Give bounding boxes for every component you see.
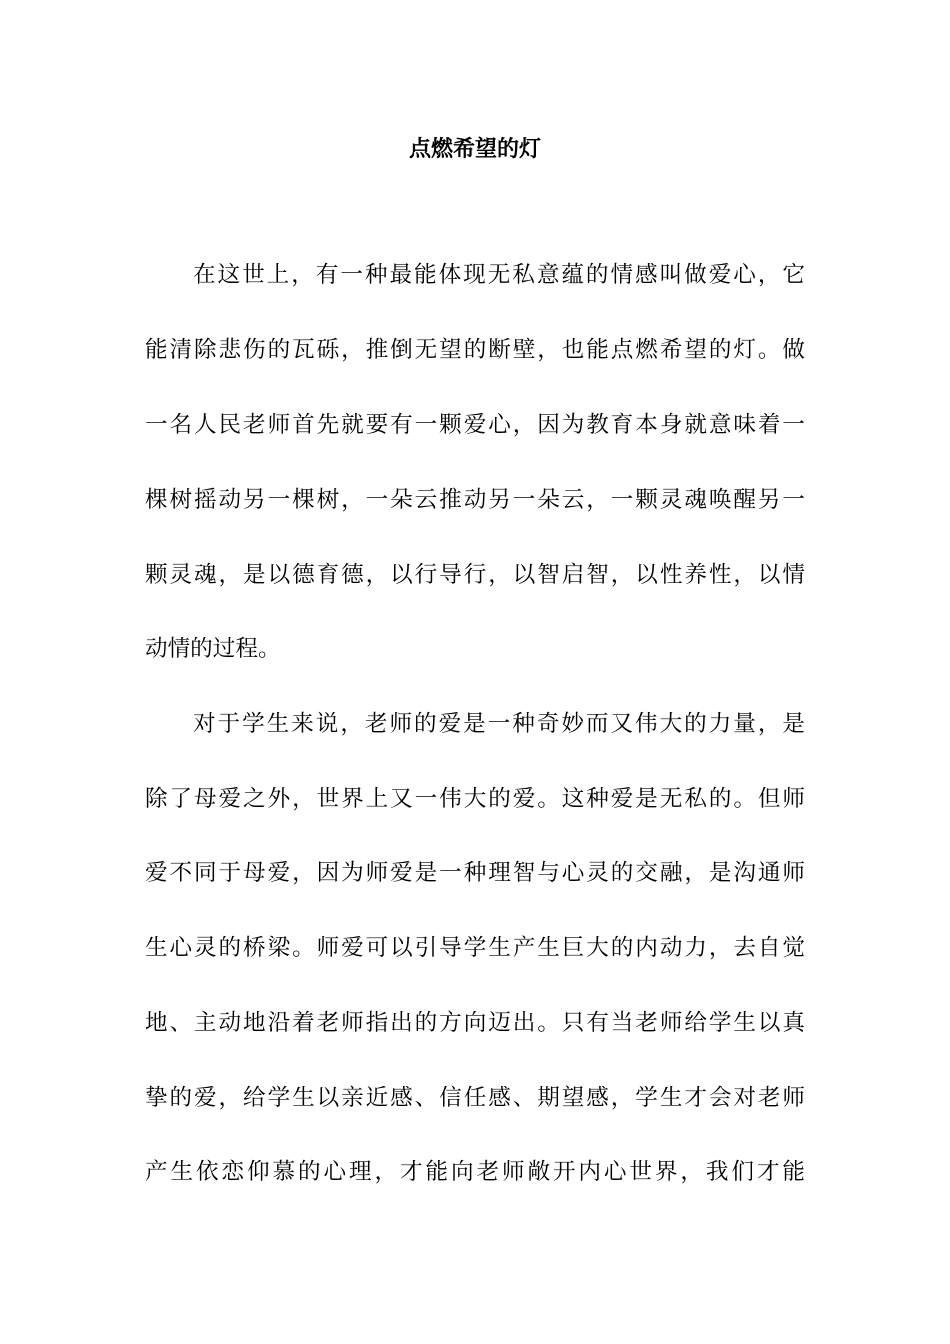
paragraph-1-line-4: 棵树摇动另一棵树，一朵云推动另一朵云，一颗灵魂唤醒另一 xyxy=(145,487,805,513)
paragraph-1-line-6: 动情的过程。 xyxy=(145,636,281,662)
paragraph-1-line-2: 能清除悲伤的瓦砾，推倒无望的断壁，也能点燃希望的灯。做 xyxy=(145,337,805,363)
paragraph-2-line-6: 挚的爱，给学生以亲近感、信任感、期望感，学生才会对老师 xyxy=(145,1085,805,1111)
paragraph-2-line-2: 除了母爱之外，世界上又一伟大的爱。这种爱是无私的。但师 xyxy=(145,786,805,812)
paragraph-2-line-3: 爱不同于母爱，因为师爱是一种理智与心灵的交融，是沟通师 xyxy=(145,860,805,886)
paragraph-2-line-7: 产生依恋仰慕的心理，才能向老师敞开内心世界，我们才能 xyxy=(145,1159,805,1185)
paragraph-1-line-3: 一名人民老师首先就要有一颗爱心，因为教育本身就意味着一 xyxy=(145,412,805,438)
paragraph-1-line-5: 颗灵魂，是以德育德，以行导行，以智启智，以性养性，以情 xyxy=(145,562,805,588)
paragraph-2-line-1: 对于学生来说，老师的爱是一种奇妙而又伟大的力量，是 xyxy=(193,711,805,737)
paragraph-2-line-4: 生心灵的桥梁。师爱可以引导学生产生巨大的内动力，去自觉 xyxy=(145,935,805,961)
paragraph-2-line-5: 地、主动地沿着老师指出的方向迈出。只有当老师给学生以真 xyxy=(145,1010,805,1036)
document-title: 点燃希望的灯 xyxy=(408,136,541,162)
paragraph-1-line-1: 在这世上，有一种最能体现无私意蕴的情感叫做爱心，它 xyxy=(193,262,805,288)
